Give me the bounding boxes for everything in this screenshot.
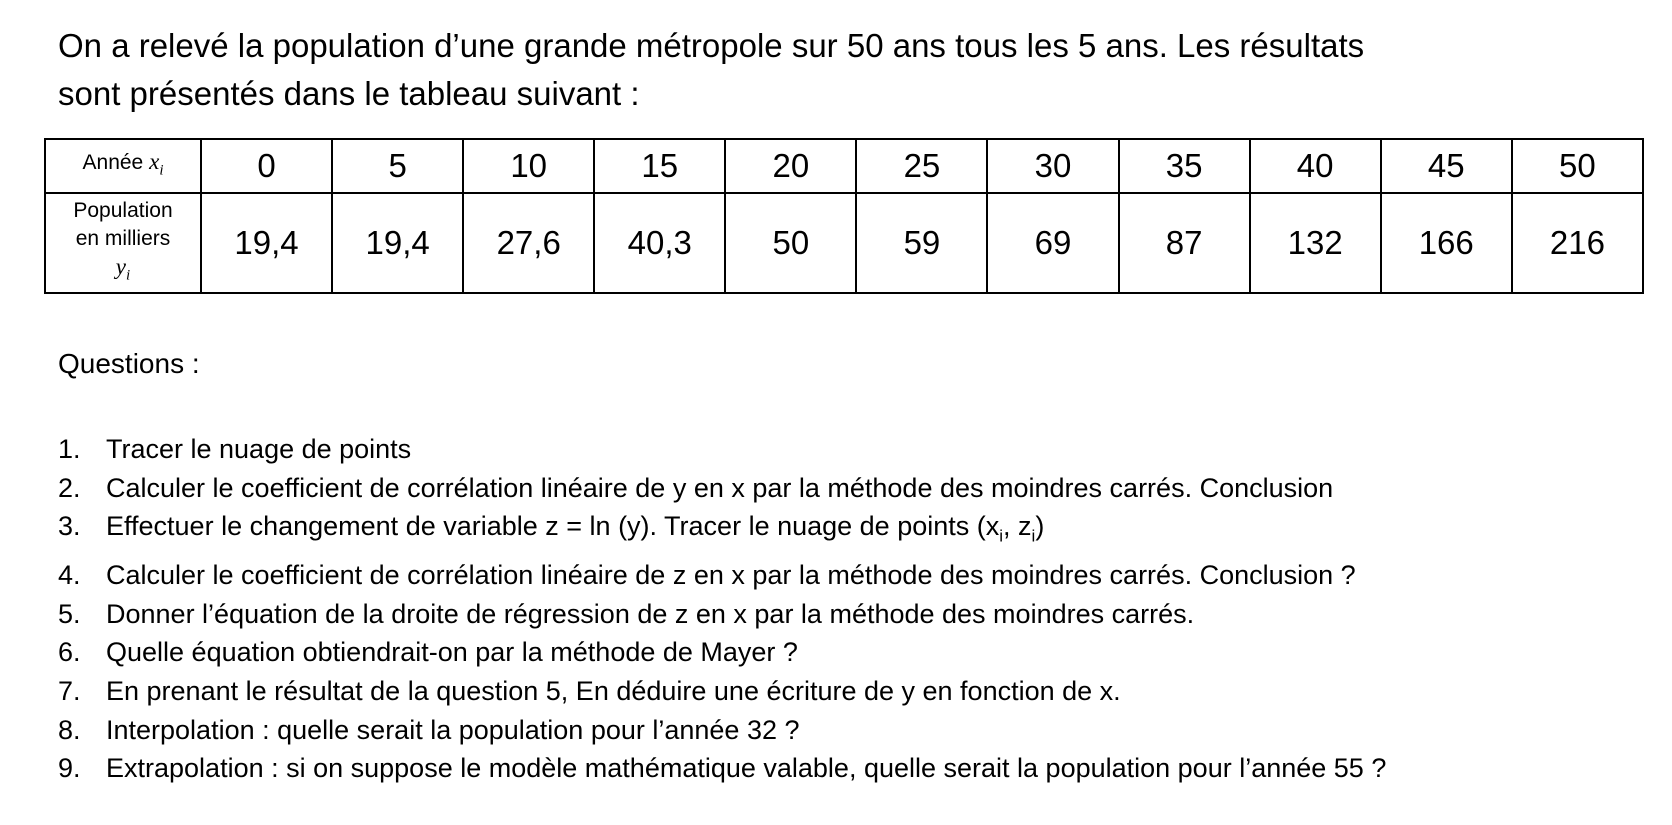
question-item — [58, 556, 1658, 595]
question-number: 6. — [58, 637, 81, 668]
question-text: Donner l’équation de la droite de régression de z en x par la méthode des moindres carrés. — [106, 598, 1195, 629]
question-number: 9. — [58, 753, 81, 784]
year-cell: 30 — [987, 139, 1118, 193]
questions-list — [58, 430, 1658, 788]
question-text: Effectuer le changement de variable z = ln (y). Tracer le nuage de points ($x_i$, $z_i$) — [106, 511, 1045, 546]
population-cell: 87 — [1119, 193, 1250, 293]
population-cell: 132 — [1250, 193, 1381, 293]
year-cell: 10 — [463, 139, 594, 193]
year-cell: 5 — [332, 139, 463, 193]
question-item — [58, 595, 1658, 634]
year-cell: 45 — [1381, 139, 1512, 193]
question-item — [58, 430, 1658, 469]
population-header-cell — [45, 193, 201, 293]
question-item — [58, 469, 1658, 508]
population-cell: 166 — [1381, 193, 1512, 293]
question-number: 8. — [58, 714, 81, 745]
question-item — [58, 633, 1658, 672]
questions-heading: Questions : — [58, 348, 200, 379]
question-number: 7. — [58, 675, 81, 706]
population-cell: 50 — [725, 193, 856, 293]
population-header-line-2: en milliers — [75, 226, 171, 250]
year-cell: 15 — [594, 139, 725, 193]
year-cell: 35 — [1119, 139, 1250, 193]
population-cell: 19,4 — [332, 193, 463, 293]
question-text: Calculer le coefficient de corrélation linéaire de z en x par la méthode des moindres carrés. Conclusion ? — [106, 560, 1356, 591]
year-cell: 20 — [725, 139, 856, 193]
question-number: 5. — [58, 598, 81, 629]
question-number: 3. — [58, 511, 81, 542]
question-text: En prenant le résultat de la question 5, En déduire une écriture de y en fonction de x. — [106, 675, 1121, 706]
question-text: Calculer le coefficient de corrélation linéaire de y en x par la méthode des moindres carrés. Conclusion — [106, 472, 1334, 503]
question-text: Extrapolation : si on suppose le modèle mathématique valable, quelle serait la population pour l’année 55 ? — [106, 753, 1387, 784]
year-variable: $x_i$ — [149, 148, 164, 179]
population-cell: 19,4 — [201, 193, 332, 293]
table-row-years — [45, 139, 1643, 193]
year-cell: 50 — [1512, 139, 1643, 193]
question-text: Interpolation : quelle serait la population pour l’année 32 ? — [106, 714, 800, 745]
question-number: 4. — [58, 560, 81, 591]
year-header-label: Année — [82, 150, 144, 174]
question-item — [58, 711, 1658, 750]
question-number: 2. — [58, 472, 81, 503]
population-variable: $y_i$ — [115, 253, 131, 284]
table-row-population — [45, 193, 1643, 293]
question-number: 1. — [58, 434, 81, 464]
population-table — [44, 138, 1644, 294]
population-cell: 40,3 — [594, 193, 725, 293]
question-text: Quelle équation obtiendrait-on par la méthode de Mayer ? — [106, 637, 798, 668]
question-item — [58, 672, 1658, 711]
year-cell: 0 — [201, 139, 332, 193]
population-header-line-1: Population — [73, 198, 173, 222]
intro-line-1: On a relevé la population d’une grande métropole sur 50 ans tous les 5 ans. Les résultats — [58, 27, 1365, 64]
year-header-cell — [45, 139, 201, 193]
population-cell: 69 — [987, 193, 1118, 293]
question-text: Tracer le nuage de points — [106, 434, 412, 464]
year-cell: 25 — [856, 139, 987, 193]
year-cell: 40 — [1250, 139, 1381, 193]
population-cell: 216 — [1512, 193, 1643, 293]
population-cell: 27,6 — [463, 193, 594, 293]
question-item — [58, 507, 1658, 556]
question-item — [58, 749, 1658, 788]
intro-paragraph — [58, 22, 1638, 118]
intro-line-2: sont présentés dans le tableau suivant : — [58, 75, 640, 112]
population-cell: 59 — [856, 193, 987, 293]
